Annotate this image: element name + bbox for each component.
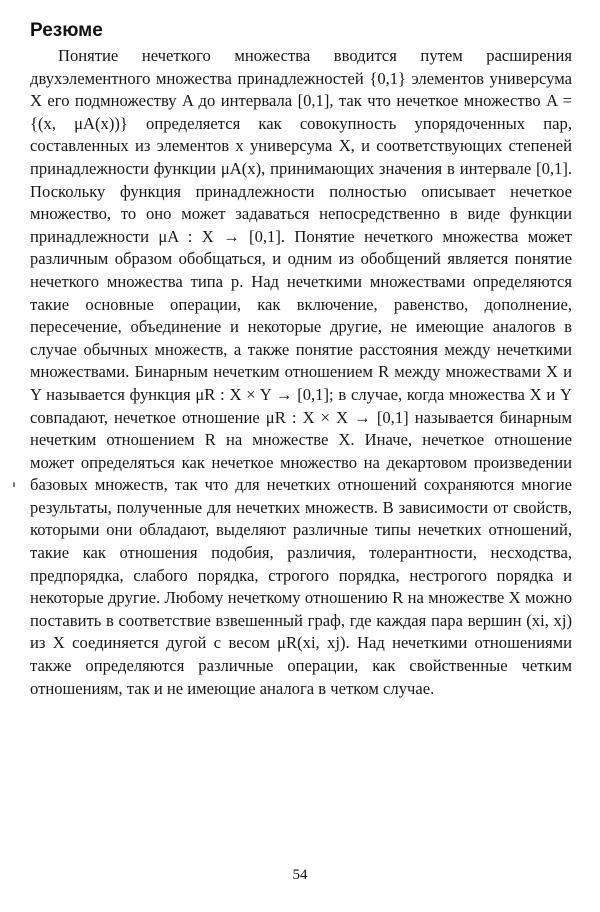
scan-speck xyxy=(13,482,15,487)
summary-paragraph: Понятие нечеткого множества вводится путем расширения двухэлементного множества принадлежностей {0,1} элементов универсума X его подмножеству A до интервала [0,1], так что нечеткое множество A = {(x, μA(x))} определяется как совокупность упорядоченных пар, составленных из элементов x универсума X, и соответствующих степеней принадлежности функции μA(x), принимающих значения в интервале [0,1]. Поскольку функция принадлежности полностью описывает нечеткое множество, то оно может задаваться непосредственно в виде функции принадлежности μA : X → [0,1]. Понятие нечеткого множества может различным образом обобщаться, и одним из обобщений является понятие нечеткого множества типа p. Над нечеткими множествами определяются такие основные операции, как включение, равенство, дополнение, пересечение, объединение и некоторые другие, не имеющие аналогов в случае обычных множеств, а также понятие расстояния между нечеткими множествами. Бинарным нечетким отношением R между множествами X и Y называется функция μR : X × Y → [0,1]; в случае, когда множества X и Y совпадают, нечеткое отношение μR : X × X → [0,1] называется бинарным нечетким отношением R на множестве X. Иначе, нечеткое отношение может определяться как нечеткое множество на декартовом произведении базовых множеств, так что для нечетких отношений сохраняются многие результаты, полученные для нечетких множеств. В зависимости от свойств, которыми они обладают, выделяют различные типы нечетких отношений, такие как отношения подобия, различия, толерантности, несходства, предпорядка, слабого порядка, строгого порядка, нестрогого порядка и некоторые другие. Любому нечеткому отношению R на множестве X можно поставить в соответствие взвешенный граф, где каждая пара вершин (xi, xj) из X соединяется дугой с весом μR(xi, xj). Над нечеткими отношениями также определяются различные операции, как свойственные четким отношениям, так и не имеющие аналога в четком случае. xyxy=(30,46,572,698)
page-number: 54 xyxy=(292,867,308,883)
section-heading: Резюме xyxy=(30,20,103,41)
